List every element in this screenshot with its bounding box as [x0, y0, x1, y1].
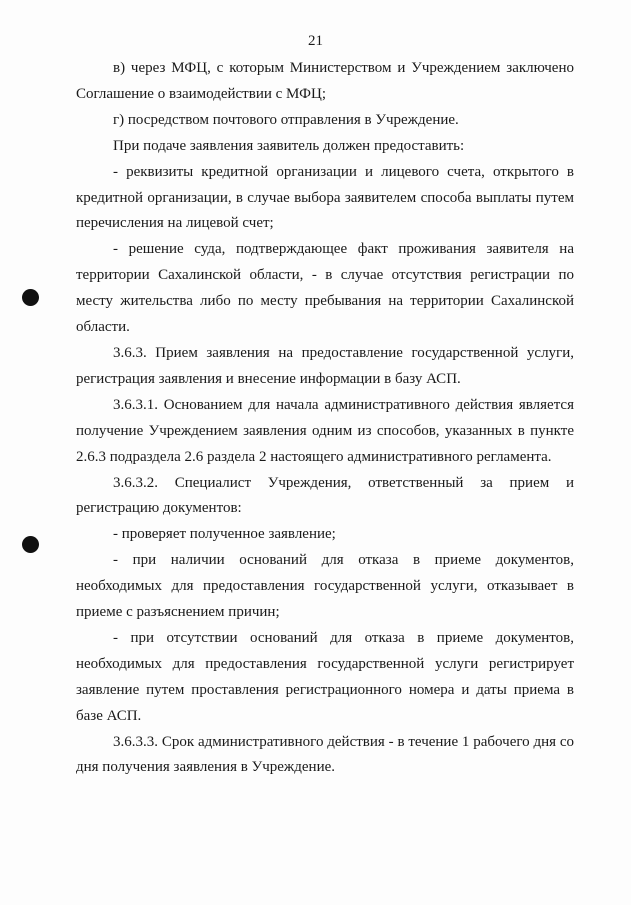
- document-body: [76, 56, 574, 781]
- paragraph-3-6-3: 3.6.3. Прием заявления на предоставление государственной услуги, регистрация заявления и внесение информации в базу АСП.: [76, 344, 574, 387]
- paragraph-court-decision: - решение суда, подтверждающее факт проживания заявителя на территории Сахалинской области, - в случае отсутствия регистрации по месту жительства либо по месту пребывания на территории Сахалинской области.: [76, 241, 574, 336]
- paragraph-postal: г) посредством почтового отправления в Учреждение.: [113, 111, 459, 128]
- paragraph-registration: - при отсутствии оснований для отказа в приеме документов, необходимых для предоставления государственной услуги регистрирует заявление путем проставления регистрационного номера и даты приема в базе АСП.: [76, 629, 574, 724]
- paragraph-3-6-3-2: 3.6.3.2. Специалист Учреждения, ответственный за прием и регистрацию документов:: [76, 474, 574, 517]
- punch-hole-bottom: [22, 536, 39, 553]
- paragraph-mfc: в) через МФЦ, с которым Министерством и Учреждением заключено Соглашение о взаимодействии с МФЦ;: [76, 60, 574, 102]
- paragraph-submission-intro: При подаче заявления заявитель должен предоставить:: [113, 137, 465, 154]
- paragraph-bank-details: - реквизиты кредитной организации и лицевого счета, открытого в кредитной организации, в случае выбора заявителем способа выплаты путем перечисления на лицевой счет;: [76, 163, 574, 232]
- paragraph-checks-application: - проверяет полученное заявление;: [113, 526, 336, 543]
- paragraph-3-6-3-3: 3.6.3.3. Срок административного действия - в течение 1 рабочего дня со дня получения заявления в Учреждение.: [76, 733, 574, 776]
- punch-hole-top: [22, 289, 39, 306]
- paragraph-refusal: - при наличии оснований для отказа в приеме документов, необходимых для предоставления государственной услуги, отказывает в приеме с разъяснением причин;: [76, 552, 574, 621]
- page-number: 21: [308, 33, 323, 49]
- paragraph-3-6-3-1: 3.6.3.1. Основанием для начала административного действия является получение Учреждением заявления одним из способов, указанных в пункте 2.6.3 подраздела 2.6 раздела 2 настоящего административного регламента.: [76, 396, 574, 465]
